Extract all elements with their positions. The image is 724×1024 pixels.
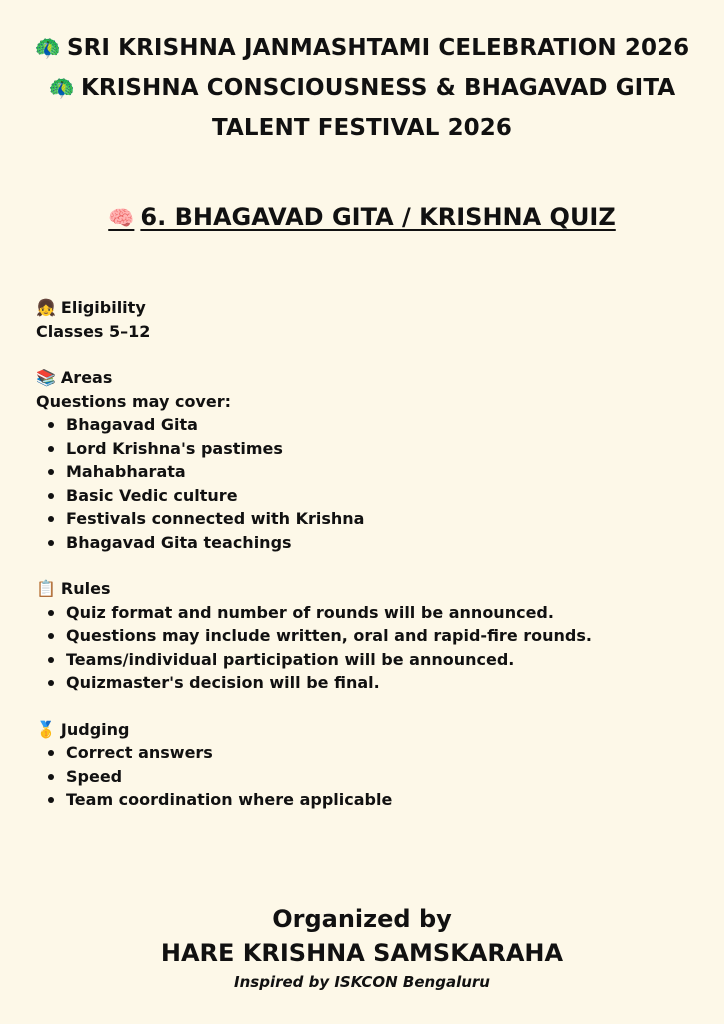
clipboard-icon: 📋 bbox=[36, 579, 56, 598]
judging-list bbox=[36, 741, 696, 812]
books-icon: 📚 bbox=[36, 368, 56, 387]
judging-heading-text: Judging bbox=[60, 719, 130, 739]
list-item: Questions may include written, oral and rapid-fire rounds. bbox=[66, 624, 696, 648]
header-line-1 bbox=[0, 28, 724, 68]
event-title: SRI KRISHNA JANMASHTAMI CELEBRATION 2026 bbox=[66, 35, 690, 61]
list-item: Bhagavad Gita teachings bbox=[66, 531, 696, 555]
quiz-title: 6. BHAGAVAD GITA / KRISHNA QUIZ bbox=[140, 203, 616, 231]
judging-heading bbox=[36, 718, 696, 742]
girl-icon: 👧 bbox=[36, 298, 56, 317]
list-item: Festivals connected with Krishna bbox=[66, 507, 696, 531]
inspired-by-text: Inspired by ISKCON Bengaluru bbox=[234, 973, 490, 991]
list-item: Correct answers bbox=[66, 741, 696, 765]
details bbox=[36, 296, 696, 835]
list-item: Bhagavad Gita bbox=[66, 413, 696, 437]
peacock-icon: 🦚 bbox=[48, 76, 75, 100]
areas-intro: Questions may cover: bbox=[36, 391, 231, 411]
list-item: Teams/individual participation will be announced. bbox=[66, 648, 696, 672]
rules-heading bbox=[36, 577, 696, 601]
eligibility-text: Classes 5–12 bbox=[36, 321, 151, 341]
rules-section bbox=[36, 577, 696, 695]
areas-list bbox=[36, 413, 696, 554]
header-line-2 bbox=[0, 68, 724, 108]
list-item: Quizmaster's decision will be final. bbox=[66, 671, 696, 695]
list-item: Basic Vedic culture bbox=[66, 484, 696, 508]
list-item: Lord Krishna's pastimes bbox=[66, 437, 696, 461]
peacock-icon: 🦚 bbox=[34, 36, 61, 60]
eligibility-heading-text: Eligibility bbox=[60, 298, 146, 317]
list-item: Team coordination where applicable bbox=[66, 788, 696, 812]
poster-footer bbox=[0, 902, 724, 994]
areas-heading-text: Areas bbox=[60, 368, 113, 387]
poster-header bbox=[0, 28, 724, 148]
areas-heading bbox=[36, 366, 696, 390]
eligibility-heading bbox=[36, 296, 696, 320]
eligibility-section bbox=[36, 296, 696, 343]
judging-section bbox=[36, 718, 696, 812]
list-item: Speed bbox=[66, 765, 696, 789]
brain-icon: 🧠 bbox=[108, 206, 135, 230]
section-title-underlined bbox=[108, 203, 616, 231]
medal-icon: 🥇 bbox=[36, 719, 56, 739]
rules-list bbox=[36, 601, 696, 695]
rules-heading-text: Rules bbox=[60, 579, 111, 598]
organization-name: HARE KRISHNA SAMSKARAHA bbox=[160, 939, 564, 967]
section-title bbox=[0, 200, 724, 235]
list-item: Quiz format and number of rounds will be announced. bbox=[66, 601, 696, 625]
festival-title: KRISHNA CONSCIOUSNESS & BHAGAVAD GITA bbox=[81, 75, 676, 101]
areas-section bbox=[36, 366, 696, 554]
organized-by-label: Organized by bbox=[272, 905, 452, 933]
festival-title-continued: TALENT FESTIVAL 2026 bbox=[212, 115, 512, 141]
list-item: Mahabharata bbox=[66, 460, 696, 484]
